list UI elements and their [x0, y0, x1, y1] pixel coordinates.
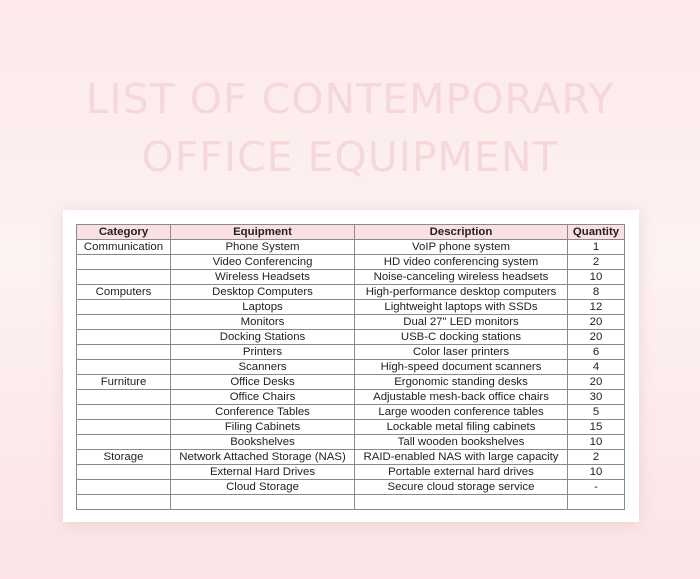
header-description: Description [355, 225, 568, 240]
table-row [77, 495, 625, 510]
cell-quantity: 10 [568, 270, 625, 285]
cell-equipment: Video Conferencing [171, 255, 355, 270]
cell-description [355, 495, 568, 510]
cell-description: Noise-canceling wireless headsets [355, 270, 568, 285]
cell-equipment: Laptops [171, 300, 355, 315]
cell-description: HD video conferencing system [355, 255, 568, 270]
cell-category [77, 255, 171, 270]
cell-equipment: Office Desks [171, 375, 355, 390]
cell-description: Large wooden conference tables [355, 405, 568, 420]
cell-description: Color laser printers [355, 345, 568, 360]
cell-equipment: Docking Stations [171, 330, 355, 345]
table-row [77, 270, 625, 285]
header-category: Category [77, 225, 171, 240]
cell-description: Ergonomic standing desks [355, 375, 568, 390]
cell-description: Lightweight laptops with SSDs [355, 300, 568, 315]
cell-equipment: Scanners [171, 360, 355, 375]
cell-equipment [171, 495, 355, 510]
cell-description: Portable external hard drives [355, 465, 568, 480]
cell-equipment: Office Chairs [171, 390, 355, 405]
cell-category [77, 405, 171, 420]
table-row [77, 450, 625, 465]
cell-description: Lockable metal filing cabinets [355, 420, 568, 435]
cell-equipment: Conference Tables [171, 405, 355, 420]
header-equipment: Equipment [171, 225, 355, 240]
table-row [77, 315, 625, 330]
cell-category: Communication [77, 240, 171, 255]
cell-description: Adjustable mesh-back office chairs [355, 390, 568, 405]
cell-quantity: 5 [568, 405, 625, 420]
table-row [77, 435, 625, 450]
cell-category [77, 390, 171, 405]
cell-quantity: 10 [568, 435, 625, 450]
cell-category [77, 495, 171, 510]
table-row [77, 360, 625, 375]
table-row [77, 465, 625, 480]
cell-quantity: 20 [568, 315, 625, 330]
equipment-table [76, 224, 625, 510]
cell-quantity: 8 [568, 285, 625, 300]
table-row [77, 405, 625, 420]
cell-quantity: 10 [568, 465, 625, 480]
header-quantity: Quantity [568, 225, 625, 240]
table-row [77, 420, 625, 435]
cell-description: USB-C docking stations [355, 330, 568, 345]
cell-category: Computers [77, 285, 171, 300]
cell-equipment: External Hard Drives [171, 465, 355, 480]
table-row [77, 240, 625, 255]
cell-quantity: 1 [568, 240, 625, 255]
cell-equipment: Wireless Headsets [171, 270, 355, 285]
cell-equipment: Network Attached Storage (NAS) [171, 450, 355, 465]
cell-quantity: 15 [568, 420, 625, 435]
table-card [63, 210, 639, 522]
cell-quantity: 20 [568, 330, 625, 345]
cell-quantity: 2 [568, 450, 625, 465]
cell-category [77, 360, 171, 375]
header-row [77, 225, 625, 240]
cell-category [77, 315, 171, 330]
cell-category: Storage [77, 450, 171, 465]
cell-quantity: 2 [568, 255, 625, 270]
cell-category [77, 465, 171, 480]
title-line-1: LIST OF CONTEMPORARY [85, 75, 615, 123]
cell-description: Secure cloud storage service [355, 480, 568, 495]
cell-equipment: Filing Cabinets [171, 420, 355, 435]
cell-equipment: Desktop Computers [171, 285, 355, 300]
table-row [77, 390, 625, 405]
title-line-2: OFFICE EQUIPMENT [141, 133, 559, 181]
cell-category: Furniture [77, 375, 171, 390]
cell-category [77, 270, 171, 285]
cell-category [77, 420, 171, 435]
cell-equipment: Cloud Storage [171, 480, 355, 495]
cell-equipment: Phone System [171, 240, 355, 255]
table-row [77, 255, 625, 270]
cell-equipment: Printers [171, 345, 355, 360]
cell-quantity [568, 495, 625, 510]
cell-quantity: 4 [568, 360, 625, 375]
cell-category [77, 480, 171, 495]
cell-description: High-performance desktop computers [355, 285, 568, 300]
cell-description: Dual 27" LED monitors [355, 315, 568, 330]
cell-quantity: 30 [568, 390, 625, 405]
cell-category [77, 300, 171, 315]
table-row [77, 345, 625, 360]
cell-equipment: Monitors [171, 315, 355, 330]
cell-description: VoIP phone system [355, 240, 568, 255]
cell-category [77, 435, 171, 450]
cell-category [77, 330, 171, 345]
table-row [77, 480, 625, 495]
table-row [77, 285, 625, 300]
cell-description: RAID-enabled NAS with large capacity [355, 450, 568, 465]
page-title [0, 70, 700, 186]
table-row [77, 375, 625, 390]
table-row [77, 330, 625, 345]
cell-quantity: 6 [568, 345, 625, 360]
cell-quantity: 12 [568, 300, 625, 315]
cell-description: Tall wooden bookshelves [355, 435, 568, 450]
cell-equipment: Bookshelves [171, 435, 355, 450]
cell-category [77, 345, 171, 360]
table-row [77, 300, 625, 315]
cell-quantity: - [568, 480, 625, 495]
cell-quantity: 20 [568, 375, 625, 390]
cell-description: High-speed document scanners [355, 360, 568, 375]
